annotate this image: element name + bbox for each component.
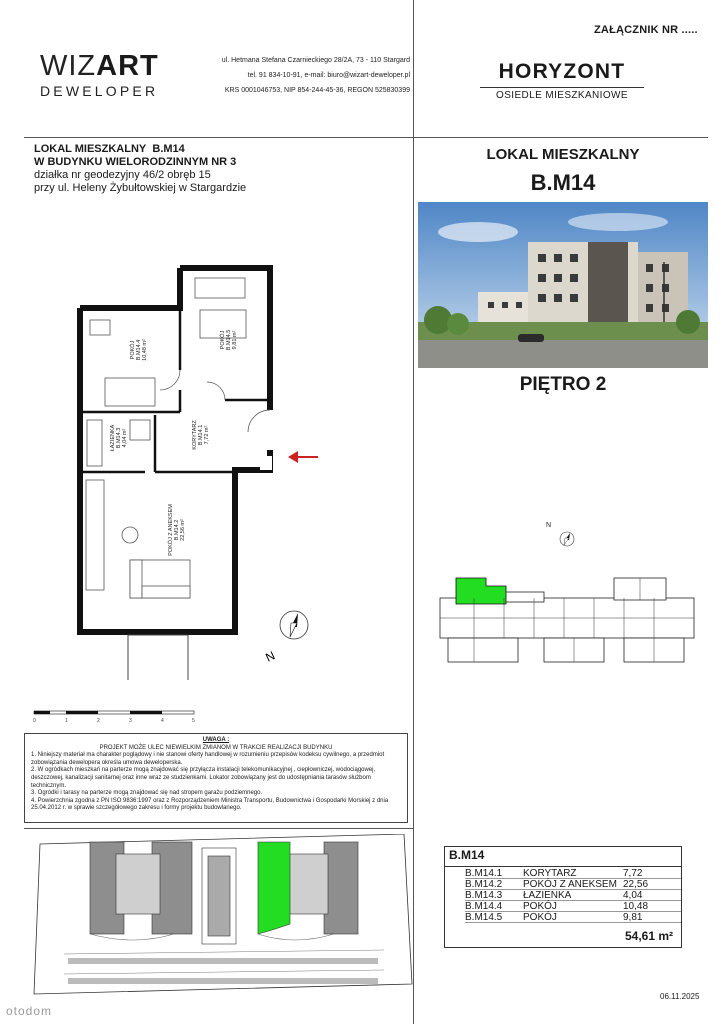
room-area: 4,04 xyxy=(623,890,643,901)
scale-label-5: 5 xyxy=(192,718,195,724)
room-name: POKÓJ xyxy=(523,901,557,912)
room-area: 22,56 xyxy=(623,879,649,890)
estate-logo xyxy=(480,60,644,101)
notes-box xyxy=(24,733,408,823)
note-line: technicznym. xyxy=(31,782,67,789)
scale-label-4: 4 xyxy=(161,718,164,724)
notes-divider xyxy=(24,828,414,829)
unit-description xyxy=(34,143,246,195)
notes-subtitle: PROJEKT MOŻE ULEC NIEWIELKIM ZMIANOM W TRAKCIE REALIZACJI BUDYNKU xyxy=(99,744,333,751)
site-building-highlight xyxy=(258,842,290,934)
developer-address: ul. Hetmana Stefana Czarnieckiego 28/2A, 73 - 110 Stargard xyxy=(221,57,410,64)
watermark-logo: otodom xyxy=(6,1004,53,1018)
table-row xyxy=(465,879,681,890)
plot-number: działka nr geodezyjny 46/2 obręb 15 xyxy=(34,169,211,181)
room-id: B.M14.4 xyxy=(465,901,503,912)
street-address: przy ul. Heleny Żybułtowskiej w Stargardzie xyxy=(34,182,247,194)
total-area: 54,61 m² xyxy=(624,929,673,943)
room-name: POKÓJ xyxy=(523,912,557,923)
note-line: 4. Powierzchnia zgodna z PN ISO 9836:1997 oraz z Rozporządzeniem Ministra Transportu, Budownictwa i Gospodarki Morskiej z dnia xyxy=(31,797,389,804)
site-plan xyxy=(24,834,414,1002)
developer-logo xyxy=(40,52,159,98)
room-name: POKÓJ Z ANEKSEM xyxy=(523,879,617,890)
room-label-4: POKÓJB.M14.410,48 m² xyxy=(130,339,148,361)
room-id: B.M14.3 xyxy=(465,890,503,901)
room-label-5: POKÓJB.M14.59,81 m² xyxy=(220,329,238,351)
note-line: deszczowej, kanalizacji sanitarnej oraz inne wraz ze studzienkami. Lokator zobowiązany jest do udostępniania tarasów służbom xyxy=(31,774,371,781)
estate-subtitle: OSIEDLE MIESZKANIOWE xyxy=(480,87,644,101)
room-area: 9,81 xyxy=(623,912,643,923)
table-title: B.M14 xyxy=(445,847,681,867)
header-divider xyxy=(24,137,708,138)
scale-label-2: 2 xyxy=(97,718,100,724)
floor-key-plan xyxy=(434,574,700,670)
room-id: B.M14.2 xyxy=(465,879,503,890)
floor-plan xyxy=(30,260,330,680)
unit-highlight xyxy=(456,578,506,604)
note-line: 3. Ogródki i tarasy na parterze mogą znajdować się nad stropem garażu podziemnego. xyxy=(31,790,263,797)
building-name: W BUDYNKU WIELORODZINNYM NR 3 xyxy=(34,156,237,168)
north-arrow-icon xyxy=(280,611,308,639)
north-label: N xyxy=(263,648,278,665)
table-row xyxy=(465,890,681,901)
key-plan-north-label: N xyxy=(546,522,552,529)
room-name: ŁAZIENKA xyxy=(523,890,572,901)
note-line: zobowiązania dewelopera określa umowa deweloperska. xyxy=(31,759,183,766)
notes-title: UWAGA : xyxy=(202,737,230,743)
room-area: 7,72 xyxy=(623,868,643,879)
scale-label-0: 0 xyxy=(33,718,36,724)
room-name: KORYTARZ xyxy=(523,868,577,879)
logo-part-1: WIZ xyxy=(40,50,97,82)
room-label-1: KORYTARZB.M14.17,72 m² xyxy=(192,420,210,450)
scale-bar-graphic xyxy=(30,707,200,719)
note-line: 2. W ogródkach mieszkań na parterze mogą znajdować się przyłącza instalacji telekomunikacyjnej , ciepłowniczej, wodociągowej, xyxy=(31,767,376,774)
scale-label-1: 1 xyxy=(65,718,68,724)
scale-label-3: 3 xyxy=(129,718,132,724)
unit-code: B.M14 xyxy=(152,143,185,155)
unit-code-heading: B.M14 xyxy=(530,170,596,195)
room-label-3: ŁAZIENKAB.M14.34,04 m² xyxy=(110,424,128,452)
unit-area-table xyxy=(444,846,682,948)
building-rendering xyxy=(418,202,708,368)
room-label-2: POKÓJ Z ANEKSEMB.M14.222,56 m² xyxy=(168,504,186,556)
room-id: B.M14.5 xyxy=(465,912,503,923)
scale-bar xyxy=(30,706,200,724)
unit-type: LOKAL MIESZKALNY xyxy=(34,143,147,155)
document-date: 06.11.2025 xyxy=(660,992,700,1001)
room-id: B.M14.1 xyxy=(465,868,503,879)
table-row xyxy=(465,901,681,912)
annex-label: ZAŁĄCZNIK NR ..... xyxy=(594,24,698,36)
room-area: 10,48 xyxy=(623,901,649,912)
table-row xyxy=(465,868,681,879)
unit-type-heading: LOKAL MIESZKALNY xyxy=(486,146,640,163)
balcony xyxy=(128,635,188,680)
developer-registry: KRS 0001046753, NIP 854-244-45-36, REGON 525830399 xyxy=(224,87,410,94)
note-line: 25.04.2012 r. w sprawie szczegółowego zakresu i formy projektu budowlanego. xyxy=(31,805,242,812)
table-row xyxy=(465,912,681,923)
entrance-arrow xyxy=(288,451,318,463)
logo-part-2: ART xyxy=(96,50,159,82)
key-plan-north-arrow-icon xyxy=(554,526,580,552)
note-line: 1. Niniejszy materiał ma charakter poglądowy i nie stanowi oferty handlowej w rozumieniu przepisów kodeksu cywilnego, a przedmiot xyxy=(31,752,385,759)
floor-heading: PIĘTRO 2 xyxy=(519,374,607,395)
estate-name: HORYZONT xyxy=(498,60,626,83)
logo-subtitle: DEWELOPER xyxy=(40,83,159,99)
developer-contact: tel. 91 834-10-91, e-mail: biuro@wizart-deweloper.pl xyxy=(247,72,410,79)
